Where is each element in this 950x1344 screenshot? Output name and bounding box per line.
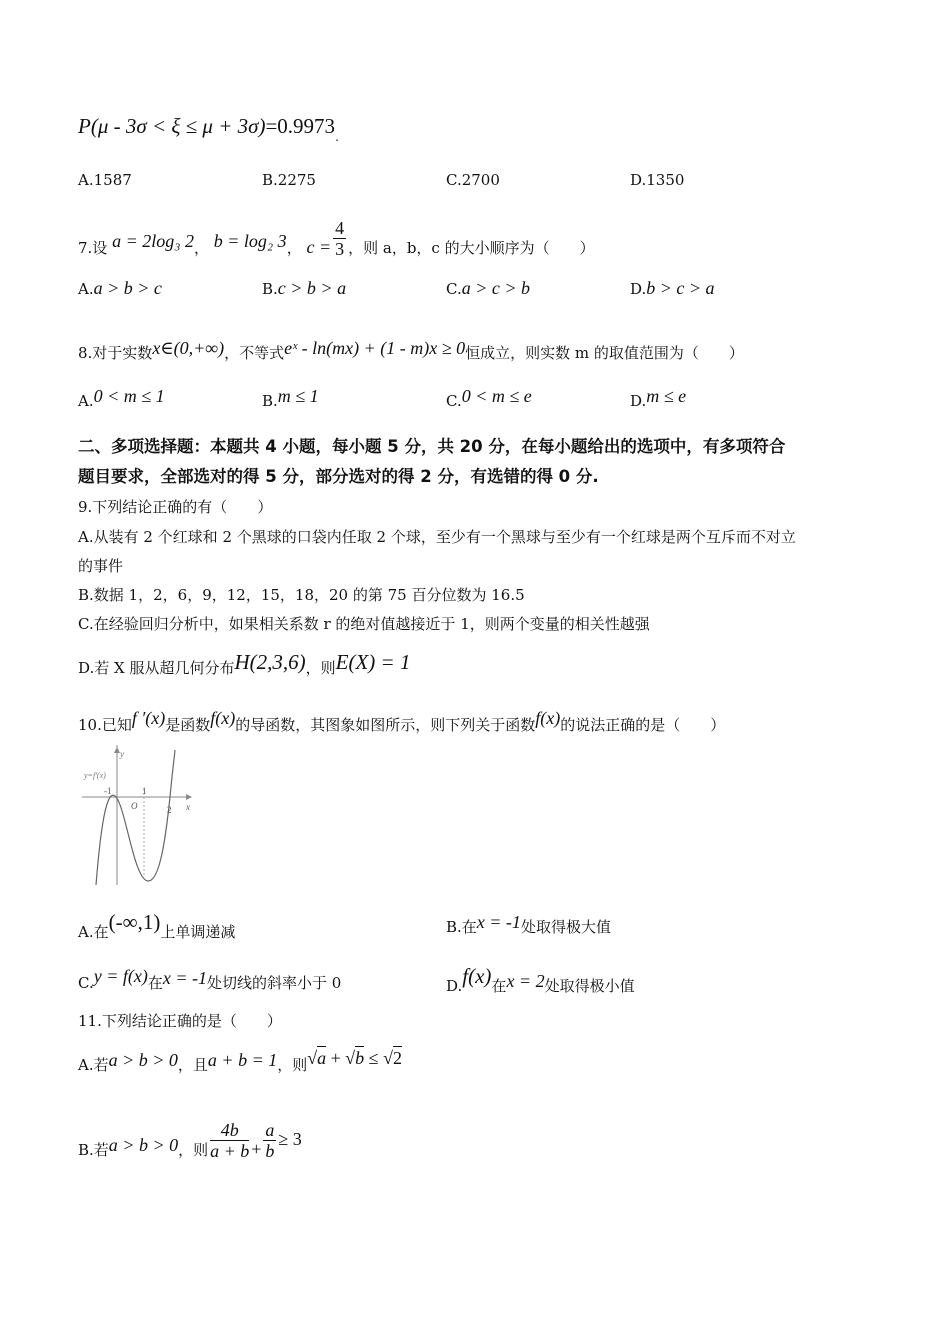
tick-2: 2 — [167, 805, 172, 815]
q8-option-a: A.0 < m ≤ 1 — [78, 386, 165, 410]
q7-c-lhs: c = — [306, 237, 332, 257]
q9-hypergeometric: H(2,3,6) — [234, 650, 306, 674]
q10-f: f(x) — [210, 708, 236, 728]
q7-option-c: C.a > c > b — [446, 278, 531, 298]
q10-derivative-graph — [82, 745, 202, 890]
tick-neg1: -1 — [104, 786, 112, 796]
q9-option-d: D.若 X 服从超几何分布H(2,3,6)，则E(X) = 1 — [78, 650, 411, 677]
q8-prefix: 8.对于实数 — [78, 344, 153, 362]
q6-option-b: B.2275 — [262, 171, 316, 189]
q7-option-a: A.a > b > c — [78, 278, 162, 298]
q9-expectation: E(X) = 1 — [335, 650, 411, 674]
q7-a-expr: a = 2log₃ 2 — [112, 231, 194, 251]
curve-label: y=f′(x) — [84, 771, 106, 780]
q11-fraction-2: $\frac{a}{b}$ — [265, 1120, 275, 1161]
q10-option-c: C.y = f(x)在x = -1处切线的斜率小于 0 — [78, 966, 342, 992]
q7-option-b: B.c > b > a — [262, 278, 347, 298]
q11-option-a: A.若a > b > 0，且a + b = 1，则√a + √b ≤ √2 — [78, 1048, 402, 1074]
q9-option-a-line2: 的事件 — [78, 557, 124, 575]
q6-formula-left: P(μ - 3σ < ξ ≤ μ + 3σ) — [78, 114, 266, 138]
q6-formula-right: =0.9973 — [265, 114, 336, 138]
x-axis-arrow-icon — [186, 794, 192, 800]
y-axis-label: y — [120, 749, 124, 759]
q8-suffix: 恒成立，则实数 m 的取值范围为（ ） — [465, 344, 744, 362]
q8-mid: ，不等式 — [224, 344, 285, 362]
q10-f-2: f(x) — [535, 708, 561, 728]
q9-stem: 9.下列结论正确的有（ ） — [78, 498, 273, 516]
q7-b-expr: b = log₂ 3 — [213, 231, 287, 251]
q8-x-expr: x∈(0,+∞) — [152, 338, 225, 358]
x-axis-label: x — [186, 802, 190, 812]
q6-option-a: A.1587 — [78, 171, 132, 189]
q7-c-num: 4 — [335, 218, 345, 238]
q8-stem — [78, 338, 744, 363]
q7-c-fraction — [333, 218, 346, 259]
derivative-curve — [96, 750, 175, 885]
q7-c-den: 3 — [335, 239, 345, 259]
q9-option-a-line1: A.从装有 2 个红球和 2 个黑球的口袋内任取 2 个球，至少有一个黑球与至少有一个红球是两个互斥而不对立 — [78, 528, 796, 546]
origin-label: O — [131, 801, 138, 811]
q8-option-d: D.m ≤ e — [630, 386, 687, 410]
q11-sqrt-expression: √a + √b ≤ √2 — [307, 1048, 402, 1068]
q10-a-interval: (-∞,1) — [108, 910, 161, 934]
q6-option-d: D.1350 — [630, 171, 685, 189]
q6-option-c: C.2700 — [446, 171, 500, 189]
q10-option-b: B.在x = -1处取得极大值 — [446, 912, 611, 936]
q7-stem: 7.设 a = 2log₃ 2， b = log₂ 3， c = $\frac{4}{3}$ ，则 a，b，c 的大小顺序为（ ） — [78, 218, 595, 259]
q7-option-d: D.b > c > a — [630, 278, 715, 298]
q11-option-b: B.若a > b > 0，则 $\frac{4b}{a + b}$ + $\frac{a}{b}$ ≥ 3 — [78, 1120, 302, 1161]
q11-fraction-1: $\frac{4b}{a + b}$ — [210, 1120, 250, 1161]
q10-fprime: f ′(x) — [131, 708, 166, 728]
q6-formula: $P(\mu - 3\sigma < \xi \le \mu + 3\sigma)=0.9973_.$ — [78, 114, 339, 144]
q10-stem: 10.已知f ′(x)是函数f(x)的导函数，其图象如图所示，则下列关于函数f(x)的说法正确的是（ ） — [78, 708, 726, 734]
q10-option-a: A.在(-∞,1)上单调递减 — [78, 910, 236, 941]
tick-1: 1 — [142, 786, 147, 796]
q9-option-c: C.在经验回归分析中，如果相关系数 r 的绝对值越接近于 1，则两个变量的相关性越强 — [78, 615, 650, 633]
q10-option-d: D.f(x)在x = 2处取得极小值 — [446, 964, 635, 995]
q8-option-c: C.0 < m ≤ e — [446, 386, 532, 410]
section2-heading-line2: 题目要求，全部选对的得 5 分，部分选对的得 2 分，有选错的得 0 分. — [78, 467, 599, 486]
q11-stem: 11.下列结论正确的是（ ） — [78, 1012, 282, 1030]
q8-option-b: B.m ≤ 1 — [262, 386, 319, 410]
q7-prefix: 7.设 — [78, 239, 108, 257]
section2-heading-line1: 二、多项选择题：本题共 4 小题，每小题 5 分，共 20 分，在每小题给出的选项中，有多项符合 — [78, 437, 786, 456]
q7-suffix: ，则 a，b，c 的大小顺序为（ ） — [348, 239, 595, 257]
q9-option-b: B.数据 1，2，6，9，12，15，18，20 的第 75 百分位数为 16.5 — [78, 586, 525, 604]
q8-inequality: eˣ - ln(mx) + (1 - m)x ≥ 0 — [284, 338, 466, 358]
